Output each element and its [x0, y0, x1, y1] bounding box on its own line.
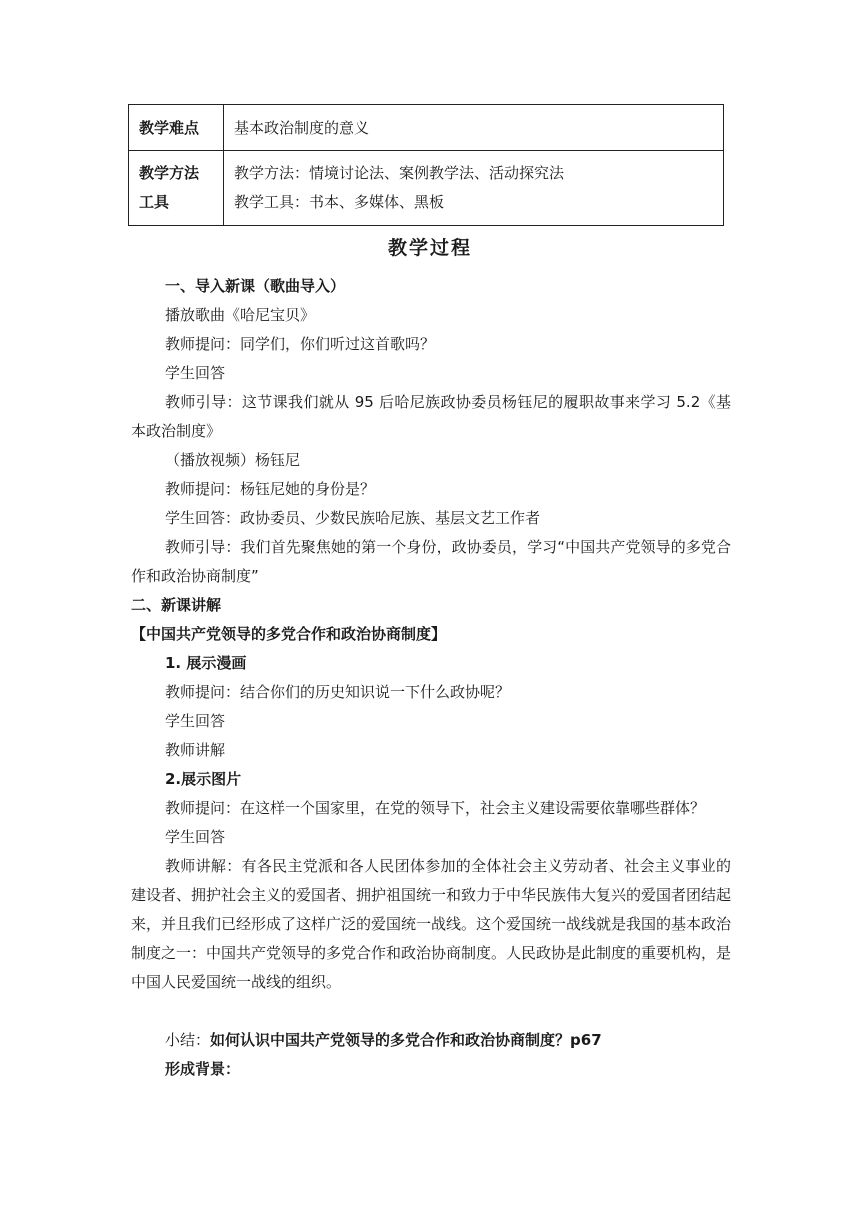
- paragraph: 教师引导：我们首先聚焦她的第一个身份，政协委员，学习“中国共产党领导的多党合作和政治协商制度”: [131, 538, 731, 585]
- paragraph: 学生回答：政协委员、少数民族哈尼族、基层文艺工作者: [165, 509, 541, 527]
- paragraph: 教师提问：同学们，你们听过这首歌吗？: [165, 335, 436, 353]
- heading-intro: 一、导入新课（歌曲导入）: [165, 277, 346, 295]
- lesson-body: [131, 272, 731, 1084]
- summary-label: 小结：: [165, 1031, 211, 1049]
- row-head: 教学方法工具: [129, 151, 224, 226]
- heading-step-1: 1. 展示漫画: [165, 654, 247, 672]
- row-line: 教学方法：情境讨论法、案例教学法、活动探究法: [234, 164, 565, 182]
- paragraph: 教师提问：在这样一个国家里，在党的领导下，社会主义建设需要依靠哪些群体？: [165, 799, 706, 817]
- paragraph: 学生回答: [165, 828, 226, 846]
- heading-background: 形成背景：: [165, 1060, 241, 1078]
- paragraph: 教师提问：杨钰尼她的身份是？: [165, 480, 376, 498]
- paragraph: 教师引导：这节课我们就从 95 后哈尼族政协委员杨钰尼的履职故事来学习 5.2《基本政治制度》: [131, 393, 731, 440]
- table-row: [129, 151, 724, 226]
- paragraph: 教师讲解: [165, 741, 226, 759]
- summary-text: 如何认识中国共产党领导的多党合作和政治协商制度？p67: [210, 1031, 602, 1049]
- paragraph: 教师讲解：有各民主党派和各人民团体参加的全体社会主义劳动者、社会主义事业的建设者、拥护社会主义的爱国者、拥护祖国统一和致力于中华民族伟大复兴的爱国者团结起来，并且我们已经形成了这样广泛的爱国统一战线。这个爱国统一战线就是我国的基本政治制度之一：中国共产党领导的多党合作和政治协商制度。人民政协是此制度的重要机构，是中国人民爱国统一战线的组织。: [131, 857, 732, 991]
- row-line: 基本政治制度的意义: [234, 119, 370, 137]
- paragraph: 学生回答: [165, 364, 226, 382]
- section-title: 教学过程: [387, 237, 472, 259]
- summary: [131, 1026, 731, 1055]
- paragraph: 学生回答: [165, 712, 226, 730]
- paragraph: （播放视频）杨钰尼: [165, 451, 301, 469]
- lesson-info-table: [128, 104, 724, 226]
- heading-topic: 【中国共产党领导的多党合作和政治协商制度】: [131, 625, 447, 643]
- heading-new-lesson: 二、新课讲解: [131, 596, 222, 614]
- paragraph: 播放歌曲《哈尼宝贝》: [165, 306, 316, 324]
- paragraph: 教师提问：结合你们的历史知识说一下什么政协呢？: [165, 683, 511, 701]
- spacer: [131, 997, 731, 1026]
- row-content: [224, 151, 724, 226]
- table-row: [129, 105, 724, 151]
- row-head: 教学难点: [129, 105, 224, 151]
- row-content: [224, 105, 724, 151]
- heading-step-2: 2.展示图片: [165, 770, 242, 788]
- row-line: 教学工具：书本、多媒体、黑板: [234, 193, 445, 211]
